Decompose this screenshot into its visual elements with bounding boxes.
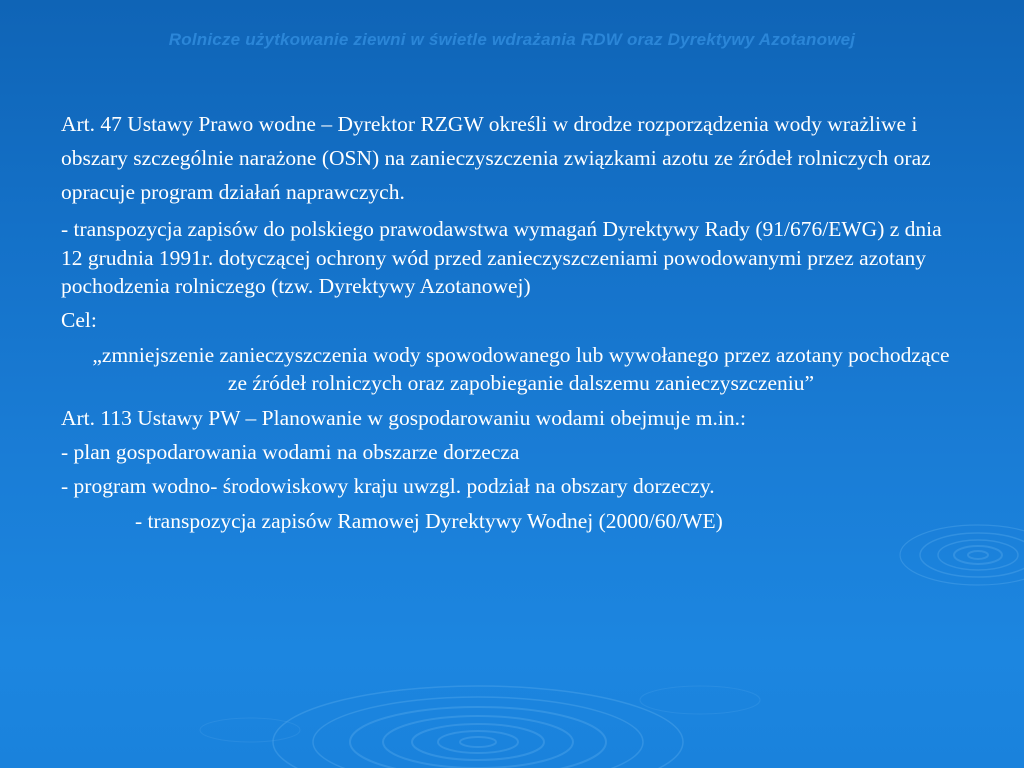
- slide-body: [61, 108, 961, 541]
- slide-title: Rolnicze użytkowanie ziewni w świetle wdrażania RDW oraz Dyrektywy Azotanowej: [168, 30, 856, 49]
- paragraph-water-framework-directive: - transpozycja zapisów Ramowej Dyrektywy Wodnej (2000/60/WE): [135, 508, 723, 533]
- paragraph-goal-quote: „zmniejszenie zanieczyszczenia wody spowodowanego lub wywołanego przez azotany pochodzące ze źródeł rolniczych oraz zapobieganie dalszemu zanieczyszczeniu”: [92, 342, 950, 396]
- paragraph-nitrates-directive: - transpozycja zapisów do polskiego prawodawstwa wymagań Dyrektywy Rady (91/676/EWG) z dnia 12 grudnia 1991r. dotyczącej ochrony wód przed zanieczyszczeniami powodowanymi przez azotany pochodzenia rolniczego (tzw. Dyrektywy Azotanowej): [61, 217, 942, 298]
- paragraph-water-environment-program: - program wodno- środowiskowy kraju uwzgl. podział na obszary dorzeczy.: [61, 474, 715, 499]
- paragraph-river-basin-plan: - plan gospodarowania wodami na obszarze dorzecza: [61, 439, 520, 464]
- paragraph-art-47: Art. 47 Ustawy Prawo wodne – Dyrektor RZGW określi w drodze rozporządzenia wody wrażliwe i obszary szczególnie narażone (OSN) na zanieczyszczenia związkami azotu ze źródeł rolniczych oraz opracuje program działań naprawczych.: [61, 112, 931, 204]
- paragraph-goal-label: Cel:: [61, 308, 97, 333]
- paragraph-art-113: Art. 113 Ustawy PW – Planowanie w gospodarowaniu wodami obejmuje m.in.:: [61, 405, 746, 430]
